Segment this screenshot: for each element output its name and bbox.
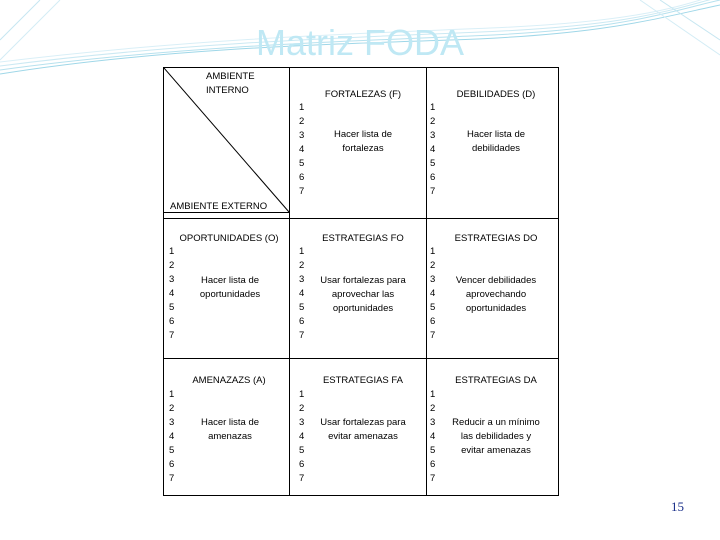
cell-fortalezas: Hacer lista de fortalezas — [333, 129, 393, 154]
header-fortalezas: FORTALEZAS (F) — [324, 89, 402, 100]
cell-debilidades: Hacer lista de debilidades — [466, 129, 526, 154]
grid-line-h2 — [164, 218, 558, 219]
numbers-da: 1 2 3 4 5 6 7 — [430, 389, 436, 484]
cell-oportunidades: Hacer lista de oportunidades — [199, 275, 261, 300]
foda-matrix — [163, 67, 559, 496]
header-estrategias-da: ESTRATEGIAS DA — [455, 375, 537, 386]
grid-line-v2 — [426, 68, 427, 495]
cell-amenazas: Hacer lista de amenazas — [200, 417, 260, 442]
numbers-do: 1 2 3 4 5 6 7 — [430, 246, 436, 341]
cell-estrategias-da: Reducir a un mínimo las debilidades y evitar amenazas — [452, 417, 540, 456]
numbers-debilidades: 1 2 3 4 5 6 7 — [430, 102, 436, 197]
numbers-fortalezas: 1 2 3 4 5 6 7 — [299, 102, 305, 197]
header-estrategias-fa: ESTRATEGIAS FA — [322, 375, 404, 386]
cell-estrategias-fo: Usar fortalezas para aprovechar las oportunidades — [320, 275, 406, 314]
numbers-oportunidades: 1 2 3 4 5 6 7 — [169, 246, 175, 341]
page-number: 15 — [671, 499, 684, 514]
header-debilidades: DEBILIDADES (D) — [456, 89, 536, 100]
corner-external-label: AMBIENTE EXTERNO — [170, 201, 268, 212]
corner-internal-label: AMBIENTE INTERNO — [206, 71, 255, 96]
header-estrategias-fo: ESTRATEGIAS FO — [322, 233, 404, 244]
numbers-amenazas: 1 2 3 4 5 6 7 — [169, 389, 175, 484]
cell-estrategias-do: Vencer debilidades aprovechando oportunidades — [455, 275, 537, 314]
header-estrategias-do: ESTRATEGIAS DO — [454, 233, 538, 244]
numbers-fo: 1 2 3 4 5 6 7 — [299, 246, 305, 341]
numbers-fa: 1 2 3 4 5 6 7 — [299, 389, 305, 484]
header-amenazas: AMENAZAZS (A) — [192, 375, 266, 386]
cell-estrategias-fa: Usar fortalezas para evitar amenazas — [320, 417, 406, 442]
grid-line-h3 — [164, 358, 558, 359]
header-oportunidades: OPORTUNIDADES (O) — [179, 233, 279, 244]
slide-title: Matriz FODA — [255, 22, 464, 63]
